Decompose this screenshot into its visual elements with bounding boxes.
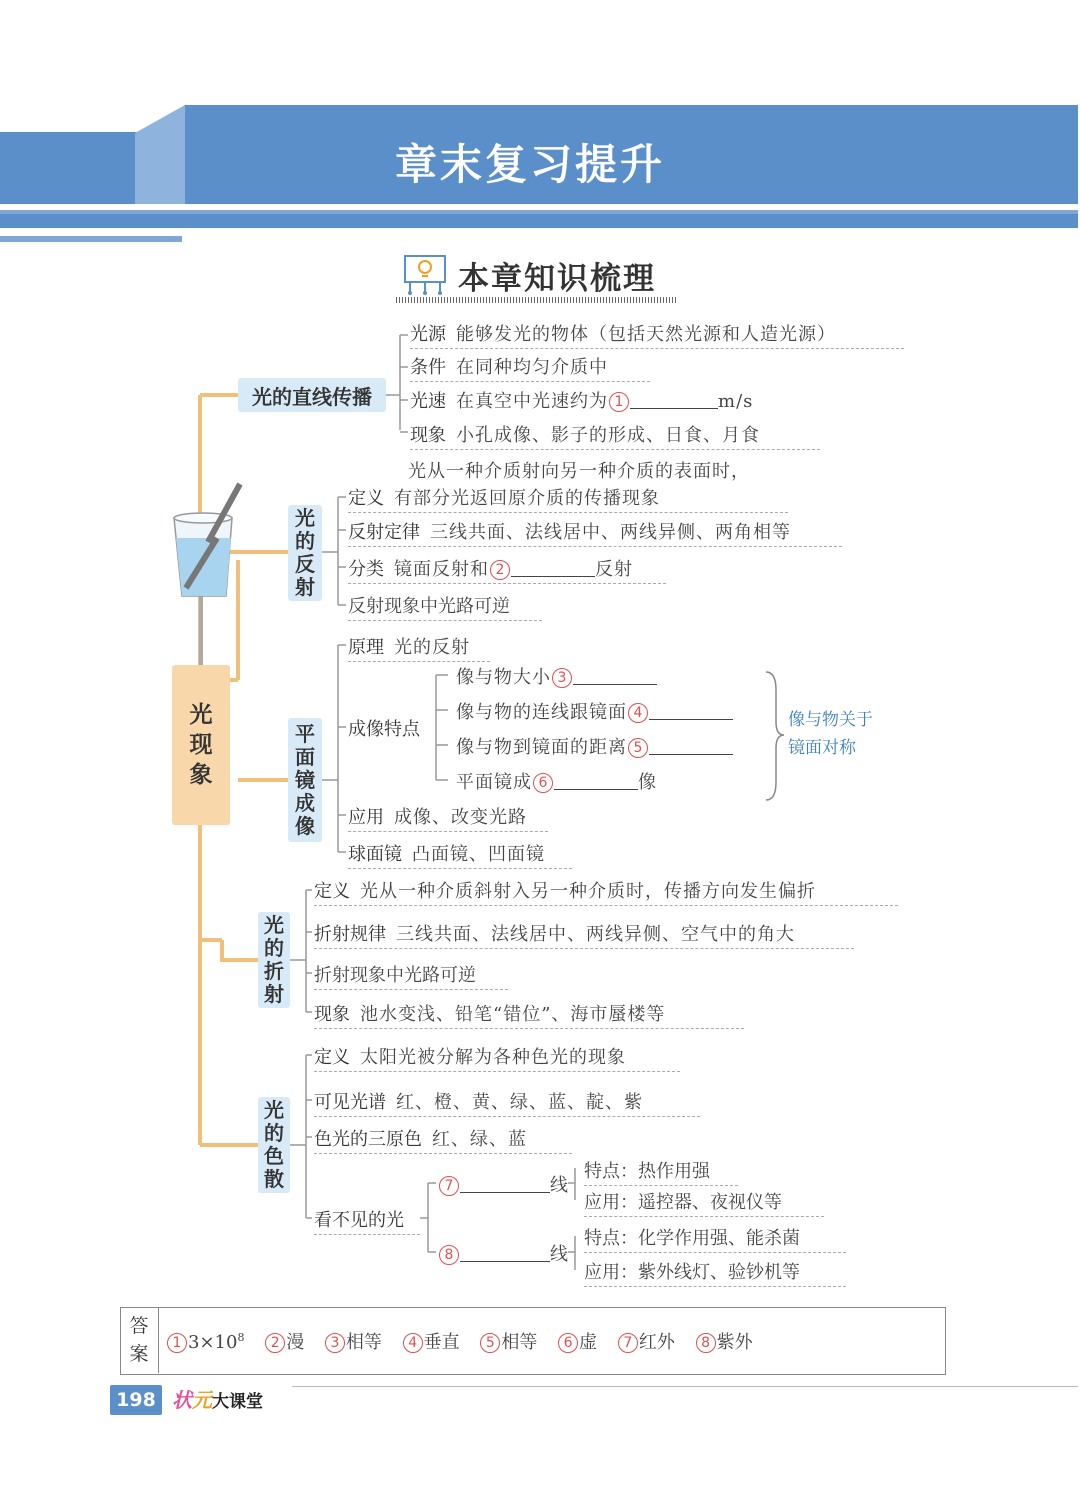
- row-text: 能够发光的物体（包括天然光源和人造光源）: [456, 324, 836, 345]
- infrared-application: 应用：遥控器、夜视仪等: [584, 1188, 824, 1217]
- row-spherical-mirror: [348, 840, 572, 869]
- branch-char: 的: [264, 1121, 284, 1145]
- feature-size: [456, 663, 657, 691]
- branch-char: 折: [264, 959, 284, 983]
- ultraviolet-application: 应用：紫外线灯、验钞机等: [584, 1258, 846, 1287]
- row-text: 光的反射: [394, 637, 470, 658]
- row-reflection-types: [348, 555, 666, 584]
- feature-virtual: [456, 768, 657, 796]
- blank-number-4: 4: [628, 703, 648, 723]
- infrared-entry: [438, 1171, 569, 1199]
- answer-text: 垂直: [423, 1332, 460, 1353]
- branch-char: 色: [264, 1144, 284, 1168]
- row-mirror-features-label: [348, 715, 430, 743]
- row-reflection-definition: [348, 484, 788, 513]
- symmetry-note: [788, 706, 873, 762]
- row-text: 小孔成像、影子的形成、日食、月食: [456, 425, 760, 446]
- answer-blank: [573, 668, 657, 685]
- blank-number-3: 3: [552, 668, 572, 688]
- row-mirror-application: [348, 803, 548, 832]
- row-key: 分类: [348, 559, 384, 580]
- row-text: 池水变浅、铅笔“错位”、海市蜃楼等: [360, 1004, 666, 1025]
- note-line: 像与物关于: [788, 710, 873, 730]
- row-key: 应用: [348, 807, 384, 828]
- branch-dispersion: [258, 1097, 290, 1193]
- answer-item: [617, 1332, 675, 1353]
- answer-text: 紫外: [716, 1332, 753, 1353]
- branch-char: 的: [295, 529, 315, 553]
- answer-text: 相等: [501, 1332, 538, 1353]
- answer-text: 红外: [638, 1332, 675, 1353]
- row-text: 光从一种介质斜射入另一种介质时，传播方向发生偏折: [360, 881, 816, 902]
- root-char: 光: [189, 702, 213, 728]
- row-phenomena: [410, 421, 820, 450]
- row-key: 球面镜: [348, 844, 402, 865]
- branch-char: 光: [264, 913, 284, 937]
- blank-number-2: 2: [490, 560, 510, 580]
- row-reflection-law: [348, 518, 842, 547]
- row-light-source: [410, 320, 904, 349]
- row-speed: [410, 387, 753, 415]
- blank-number-6: 6: [533, 773, 553, 793]
- row-text: 红、绿、蓝: [432, 1129, 527, 1150]
- row-text: 线: [550, 1175, 569, 1196]
- branch-straight-propagation: 光的直线传播: [238, 378, 386, 412]
- answer-blank: [554, 773, 638, 790]
- row-refraction-reversible: 折射现象中光路可逆: [314, 961, 508, 990]
- answer-number: 7: [618, 1333, 638, 1353]
- row-key: 看不见的光: [314, 1210, 404, 1231]
- branch-char: 的: [264, 936, 284, 960]
- answer-number: 8: [696, 1333, 716, 1353]
- row-text: 成像、改变光路: [394, 807, 527, 828]
- row-text: 像与物到镜面的距离: [456, 737, 627, 758]
- row-visible-spectrum: [314, 1088, 700, 1117]
- row-key: 光源: [410, 324, 446, 345]
- answer-item: [557, 1332, 597, 1353]
- row-refraction-definition: [314, 877, 898, 906]
- row-text: 三线共面、法线居中、两线异侧、两角相等: [430, 522, 791, 543]
- answer-blank: [460, 1176, 550, 1193]
- row-key: 定义: [314, 1047, 350, 1068]
- row-text: 镜面反射和: [394, 559, 489, 580]
- row-text: 凸面镜、凹面镜: [412, 844, 545, 865]
- root-node: [172, 665, 230, 825]
- row-text: 三线共面、法线居中、两线异侧、空气中的角大: [396, 924, 795, 945]
- feature-perpendicular: [456, 698, 733, 726]
- answer-blank: [630, 392, 718, 409]
- ultraviolet-feature: 特点：化学作用强、能杀菌: [584, 1224, 846, 1253]
- brand-text: 元: [192, 1388, 212, 1412]
- chapter-title: 章末复习提升: [395, 140, 666, 189]
- row-key: 可见光谱: [314, 1092, 386, 1113]
- answer-blank: [511, 560, 595, 577]
- answer-text: 相等: [345, 1332, 382, 1353]
- row-mirror-principle: [348, 633, 490, 662]
- answer-text: 漫: [286, 1332, 305, 1353]
- branch-plane-mirror: [288, 718, 322, 842]
- feature-distance: [456, 733, 733, 761]
- blank-number-8: 8: [439, 1245, 459, 1265]
- answer-number: 4: [403, 1333, 423, 1353]
- branch-char: 散: [264, 1167, 284, 1191]
- row-refraction-law: [314, 920, 854, 949]
- answer-label-char: 案: [129, 1343, 149, 1365]
- answer-item: [695, 1332, 753, 1353]
- row-text-unit: m/s: [718, 391, 754, 412]
- row-key: 光速: [410, 391, 446, 412]
- row-key: 色光的三原色: [314, 1129, 422, 1150]
- row-text: 像: [638, 772, 657, 793]
- branch-char: 光: [264, 1098, 284, 1122]
- row-key: 现象: [314, 1004, 350, 1025]
- answer-label-char: 答: [129, 1315, 149, 1337]
- blank-number-7: 7: [439, 1176, 459, 1196]
- branch-char: 光: [295, 506, 315, 530]
- answer-item: [402, 1332, 460, 1353]
- row-text: 太阳光被分解为各种色光的现象: [360, 1047, 626, 1068]
- glass-pencil-illustration: [168, 478, 248, 668]
- answer-item: [324, 1332, 382, 1353]
- blank-number-1: 1: [609, 392, 629, 412]
- answer-label: [120, 1307, 159, 1373]
- row-text: 像与物大小: [456, 667, 551, 688]
- branch-char: 反: [295, 552, 315, 576]
- branch-char: 射: [295, 575, 315, 599]
- row-text: 在真空中光速约为: [456, 391, 608, 412]
- answer-number: 3: [325, 1333, 345, 1353]
- answer-list: [166, 1328, 767, 1354]
- root-char: 象: [189, 762, 213, 788]
- row-refraction-phenomena: [314, 1000, 744, 1029]
- brand-text: 状: [172, 1388, 192, 1412]
- row-key: 反射定律: [348, 522, 420, 543]
- branch-char: 面: [295, 744, 315, 769]
- row-text: 红、橙、黄、绿、蓝、靛、紫: [396, 1092, 643, 1113]
- row-text: 反射: [595, 559, 633, 580]
- row-key: 现象: [410, 425, 446, 446]
- branch-char: 像: [295, 813, 315, 838]
- row-invisible-light: [314, 1206, 420, 1235]
- row-condition: [410, 353, 650, 382]
- row-text: 像与物的连线跟镜面: [456, 702, 627, 723]
- row-text: 在同种均匀介质中: [456, 357, 608, 378]
- footer-divider: [292, 1386, 1078, 1387]
- row-key: 折射规律: [314, 924, 386, 945]
- note-line: 镜面对称: [788, 738, 856, 758]
- branch-char: 射: [264, 982, 284, 1006]
- row-key: 条件: [410, 357, 446, 378]
- brand-text: 大课堂: [212, 1392, 263, 1412]
- row-dispersion-definition: [314, 1043, 680, 1072]
- answer-text: 3×10: [188, 1332, 238, 1353]
- answer-number: 6: [558, 1333, 578, 1353]
- blank-number-5: 5: [628, 738, 648, 758]
- root-char: 现: [189, 732, 213, 758]
- row-key: 定义: [314, 881, 350, 902]
- branch-char: 镜: [295, 767, 315, 792]
- ultraviolet-entry: [438, 1240, 569, 1268]
- row-text: 平面镜成: [456, 772, 532, 793]
- answer-item: [479, 1332, 537, 1353]
- answer-number: 2: [265, 1333, 285, 1353]
- answer-number: 1: [167, 1333, 187, 1353]
- branch-reflection: [288, 505, 322, 601]
- infrared-feature: 特点：热作用强: [584, 1157, 738, 1186]
- answer-text: 虚: [579, 1332, 598, 1353]
- answer-item: [264, 1332, 304, 1353]
- page-number: 198: [110, 1385, 162, 1415]
- row-key: 定义: [348, 488, 384, 509]
- row-reflection-reversible: 反射现象中光路可逆: [348, 592, 542, 621]
- row-key: 原理: [348, 637, 384, 658]
- answer-item: [166, 1332, 244, 1353]
- answer-blank: [649, 738, 733, 755]
- branch-char: 平: [295, 721, 315, 746]
- answer-superscript: 8: [237, 1331, 245, 1344]
- row-key: 成像特点: [348, 719, 420, 740]
- branch-char: 成: [295, 790, 315, 815]
- branch-refraction: [258, 912, 290, 1008]
- reflection-definition-line1: 光从一种介质射向另一种介质的表面时，: [408, 461, 750, 482]
- answer-number: 5: [480, 1333, 500, 1353]
- brand-logo: [172, 1384, 263, 1413]
- row-text: 有部分光返回原介质的传播现象: [394, 488, 660, 509]
- answer-blank: [649, 703, 733, 720]
- section-title: 本章知识梳理: [458, 261, 656, 297]
- answer-blank: [460, 1245, 550, 1262]
- row-primary-colors: [314, 1125, 572, 1154]
- row-text: 线: [550, 1244, 569, 1265]
